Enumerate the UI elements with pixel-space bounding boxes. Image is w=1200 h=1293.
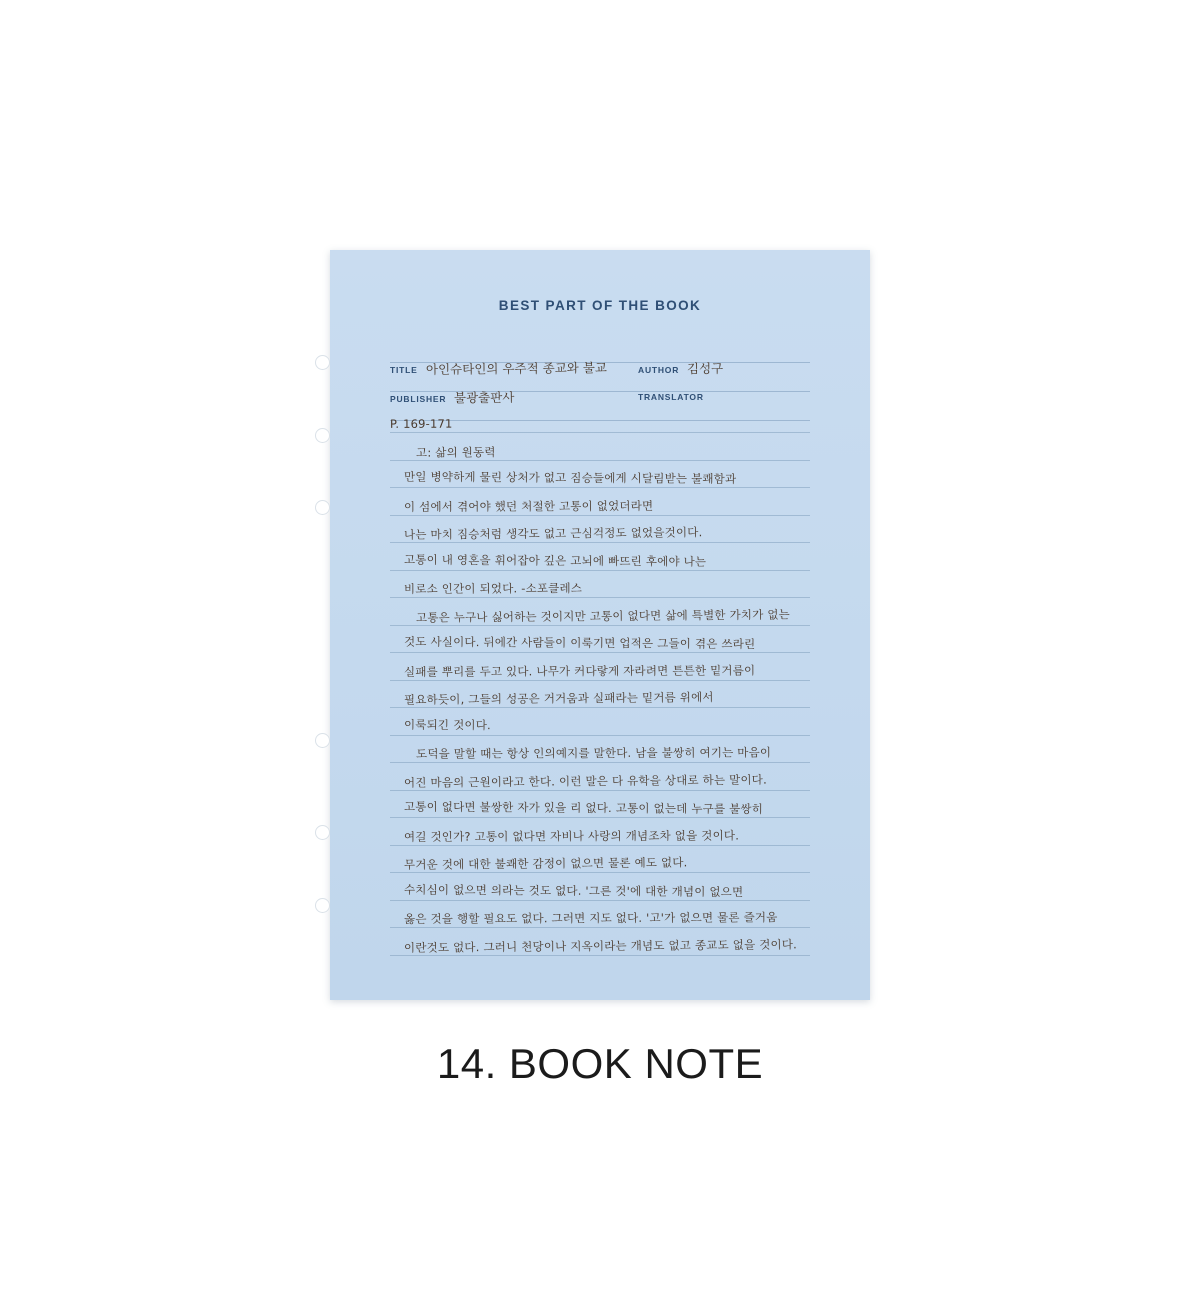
note-line: 옳은 것을 행할 필요도 없다. 그러면 지도 없다. '고'가 없으면 물론 즐거움 (403, 910, 778, 926)
figure-caption: 14. BOOK NOTE (436, 1040, 764, 1087)
title-value: 아인슈타인의 우주적 종교와 불교 (425, 360, 607, 377)
translator-value (704, 396, 712, 400)
note-line: 이룩되긴 것이다. (403, 717, 491, 732)
page-reference: P. 169-171 (389, 416, 453, 431)
note-rule-line (390, 900, 810, 901)
note-line: 어진 마음의 근원이라고 한다. 이런 말은 다 유학을 상대로 하는 말이다. (403, 772, 767, 790)
note-rule-line (390, 817, 810, 818)
binder-hole (315, 500, 330, 515)
title-label: TITLE (390, 365, 418, 375)
note-line: 고통은 누구나 싫어하는 것이지만 고통이 없다면 삶에 특별한 가치가 없는 (415, 606, 791, 625)
note-line: 비로소 인간이 되었다. -소포클레스 (403, 581, 583, 596)
note-line: 나는 마치 짐승처럼 생각도 없고 근심걱정도 없었을것이다. (403, 525, 703, 542)
note-line: 무거운 것에 대한 불쾌한 감정이 없으면 물론 예도 없다. (403, 855, 688, 872)
page-title: BEST PART OF THE BOOK (498, 298, 702, 313)
note-rule-line (390, 762, 810, 763)
title-field[interactable] (390, 360, 638, 391)
note-rule-line (390, 680, 810, 681)
note-line: 것도 사실이다. 뒤에간 사람들이 이룩기면 업적은 그들이 겪은 쓰라린 (403, 634, 756, 652)
note-rule-line (390, 570, 810, 571)
note-line: 수치심이 없으면 의라는 것도 없다. '그른 것'에 대한 개념이 없으면 (403, 882, 744, 899)
note-body[interactable] (389, 416, 810, 966)
note-rule-line (390, 515, 810, 516)
note-line: 도덕을 말할 때는 항상 인의예지를 말한다. 남을 불쌍히 여기는 마음이 (415, 745, 772, 761)
note-rule-line (390, 790, 810, 791)
binder-hole (315, 898, 330, 913)
note-line: 이란것도 없다. 그러니 천당이나 지옥이라는 개념도 없고 종교도 없을 것이다. (403, 936, 798, 955)
note-line: 필요하듯이, 그들의 성공은 거거움과 실패라는 밑거름 위에서 (403, 690, 714, 707)
author-label: AUTHOR (638, 365, 680, 375)
book-meta-block (390, 362, 810, 421)
note-line: 여길 것인가? 고통이 없다면 자비나 사랑의 개념조차 없을 것이다. (403, 827, 740, 844)
publisher-label: PUBLISHER (390, 394, 447, 404)
note-rule-line (390, 845, 810, 846)
note-rule-line (390, 460, 810, 461)
author-value: 김성구 (687, 360, 724, 377)
translator-label: TRANSLATOR (638, 392, 704, 402)
note-rule-line (390, 625, 810, 626)
author-field[interactable] (638, 360, 810, 391)
note-sheet (330, 250, 870, 1000)
note-rule-line (390, 707, 810, 708)
binder-hole (315, 355, 330, 370)
book-note-page (330, 250, 870, 1000)
note-rule-line (390, 542, 810, 543)
note-rule-line (390, 432, 810, 433)
binder-hole (315, 825, 330, 840)
note-rule-line (390, 872, 810, 873)
binder-hole (315, 733, 330, 748)
note-rule-line (390, 955, 810, 956)
note-line: 고통이 내 영혼을 휘어잡아 깊은 고뇌에 빠뜨린 후에야 나는 (403, 552, 707, 569)
meta-row-title (390, 362, 810, 392)
note-line: 고: 삶의 원동력 (415, 444, 496, 460)
note-rule-line (390, 487, 810, 488)
note-line: 고통이 없다면 불쌍한 자가 있을 리 없다. 고통이 없는데 누구를 불쌍히 (403, 799, 764, 817)
translator-field[interactable] (638, 392, 810, 420)
note-rule-line (390, 735, 810, 736)
note-line: 만일 병약하게 물린 상처가 없고 짐승들에게 시달림받는 불쾌함과 (403, 469, 737, 486)
note-rule-line (390, 652, 810, 653)
note-rule-line (390, 597, 810, 598)
note-rule-line (390, 927, 810, 928)
publisher-value: 불광출판사 (454, 389, 515, 406)
binder-hole (315, 428, 330, 443)
note-line: 실패를 뿌리를 두고 있다. 나무가 커다랗게 자라려면 튼튼한 밑거름이 (403, 662, 756, 679)
note-line: 이 섬에서 겪어야 했던 처절한 고통이 없었더라면 (403, 498, 654, 514)
